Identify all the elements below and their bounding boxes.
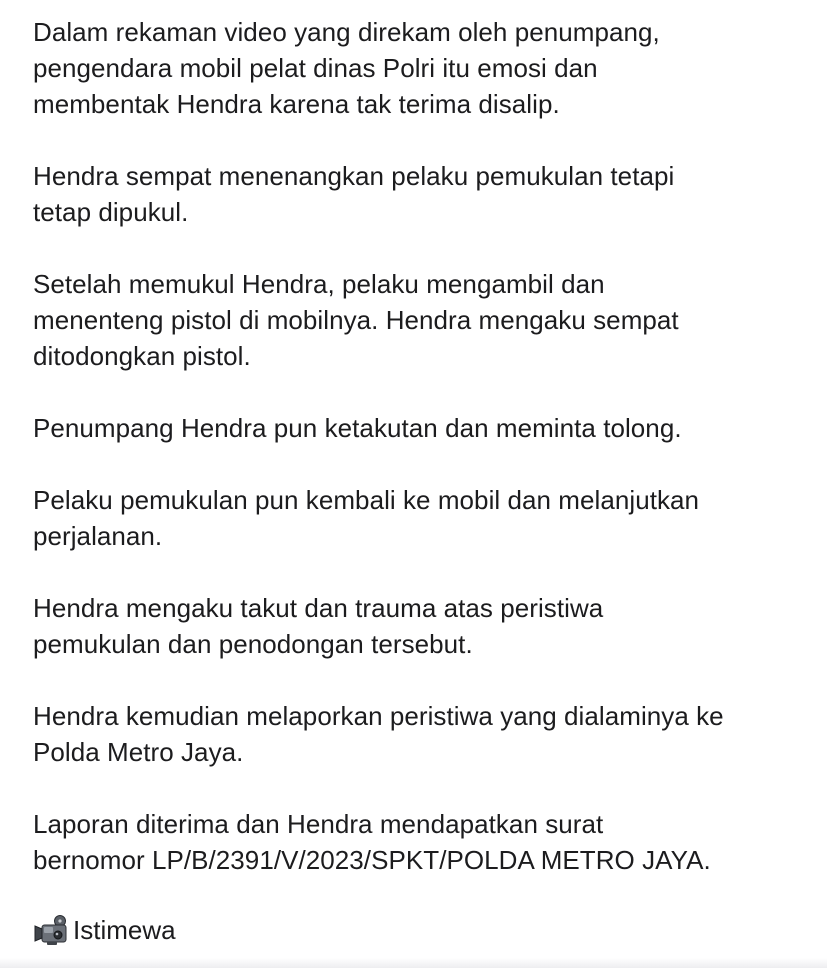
paragraph-4 [33,410,813,446]
paragraph-line: Polda Metro Jaya. [33,737,244,767]
post-paragraphs [33,14,813,878]
paragraph-line: tetap dipukul. [33,197,189,227]
paragraph-1 [33,14,813,122]
paragraph-line: Laporan diterima dan Hendra mendapatkan surat [33,809,604,839]
paragraph-7 [33,698,813,770]
paragraph-line: Hendra sempat menenangkan pelaku pemukulan tetapi [33,161,675,191]
paragraph-2 [33,158,813,230]
paragraph-line: Setelah memukul Hendra, pelaku mengambil dan [33,269,605,299]
paragraph-6 [33,590,813,662]
paragraph-line: Dalam rekaman video yang direkam oleh penumpang, [33,17,660,47]
paragraph-line: Hendra mengaku takut dan trauma atas peristiwa [33,593,604,623]
paragraph-line: pemukulan dan penodongan tersebut. [33,629,473,659]
paragraph-8 [33,806,813,878]
paragraph-line: Hendra kemudian melaporkan peristiwa yang dialaminya ke [33,701,724,731]
paragraph-line: perjalanan. [33,521,163,551]
photo-credit [33,912,813,948]
paragraph-line: bernomor LP/B/2391/V/2023/SPKT/POLDA METRO JAYA. [33,845,711,875]
paragraph-line: pengendara mobil pelat dinas Polri itu emosi dan [33,53,598,83]
photo-credit-label: Istimewa [73,915,176,945]
paragraph-line: membentak Hendra karena tak terima disalip. [33,89,560,119]
paragraph-3 [33,266,813,374]
bottom-edge [0,958,827,968]
paragraph-line: ditodongkan pistol. [33,341,251,371]
paragraph-5 [33,482,813,554]
paragraph-line: Penumpang Hendra pun ketakutan dan meminta tolong. [33,413,682,443]
video-camera-icon [33,914,71,946]
post-body [33,14,813,948]
paragraph-line: Pelaku pemukulan pun kembali ke mobil dan melanjutkan [33,485,700,515]
paragraph-line: menenteng pistol di mobilnya. Hendra mengaku sempat [33,305,679,335]
